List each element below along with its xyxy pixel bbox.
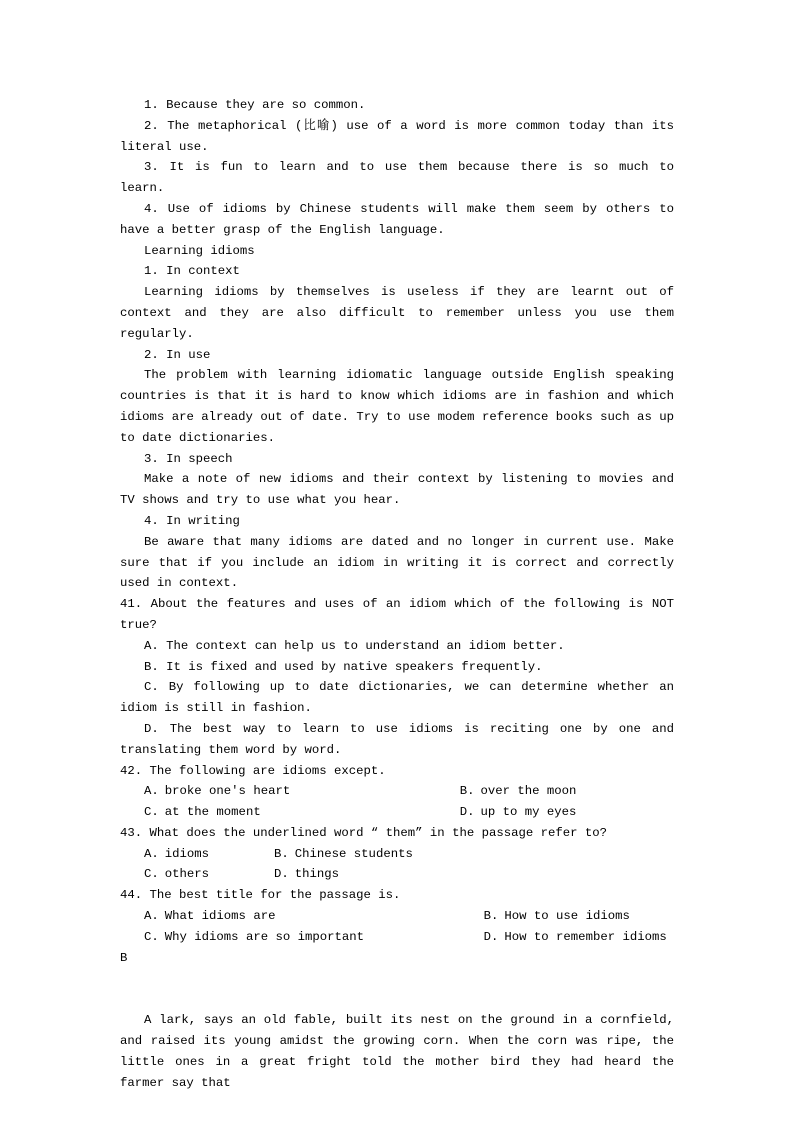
question-43-option-a[interactable] [144,844,274,865]
option-text: What idioms are [164,909,276,924]
question-43-option-c[interactable] [144,864,274,885]
question-41-option-c[interactable]: C. By following up to date dictionaries, we can determine whether an idiom is still in fashion. [120,680,674,716]
option-text: Chinese students [294,846,413,861]
option-label: B. [459,784,475,799]
paragraph-in-use: The problem with learning idiomatic language outside English speaking countries is that it is hard to know which idioms are in fashion and which idioms are already out of date. Try to use modem reference books such as up to date dictionaries. [120,368,674,445]
question-43-option-b[interactable] [274,844,514,865]
question-44-row-1 [120,906,674,927]
option-text: others [164,867,210,882]
question-42-row-1 [120,781,674,802]
section-label-b: B [120,950,128,965]
option-label: A. [144,784,159,799]
option-text: How to remember idioms [504,929,667,944]
question-43-row-2 [120,864,674,885]
option-label: C. [144,805,159,820]
spacer [120,927,144,948]
option-text: idioms [164,846,210,861]
option-label: D. [483,929,499,944]
question-44-option-c[interactable] [144,927,484,948]
option-label: B. [274,846,289,861]
section-gap [120,968,674,1010]
subheading-in-writing: 4. In writing [144,513,240,528]
paragraph-in-speech: Make a note of new idioms and their context by listening to movies and TV shows and try to use what you hear. [120,472,674,508]
spacer [120,781,144,802]
question-41-option-b[interactable]: B. It is fixed and used by native speakers frequently. [144,659,543,674]
option-text: at the moment [164,805,261,820]
question-42-option-b[interactable] [460,781,674,802]
question-43-option-d[interactable] [274,864,514,885]
option-label: A. [144,909,159,924]
question-44-row-2 [120,927,674,948]
passage-paragraph: A lark, says an old fable, built its nest on the ground in a cornfield, and raised its young amidst the growing corn. When the corn was ripe, the little ones in a great fright told the mother bird they had heard the farmer say that [120,1013,674,1090]
question-44-option-b[interactable] [484,906,674,927]
question-42-row-2 [120,802,674,823]
question-41-option-d[interactable]: D. The best way to learn to use idioms is reciting one by one and translating them word by word. [120,721,674,757]
paragraph-3: 3. It is fun to learn and to use them because there is so much to learn. [120,160,674,196]
spacer [120,844,144,865]
spacer [120,802,144,823]
question-44-option-d[interactable] [484,927,674,948]
option-text: things [294,867,340,882]
option-label: C. [144,867,159,882]
option-text: over the moon [480,784,577,799]
document-body [120,95,674,1094]
question-41-option-a[interactable]: A. The context can help us to understand an idiom better. [144,638,565,653]
question-42-option-a[interactable] [144,781,460,802]
option-text: up to my eyes [480,805,577,820]
paragraph-in-context: Learning idioms by themselves is useless if they are learnt out of context and they are also difficult to remember unless you use them regularly. [120,285,674,341]
heading-learning-idioms: Learning idioms [144,243,255,258]
option-text: How to use idioms [504,909,630,924]
paragraph-2: 2. The metaphorical (比喻) use of a word is more common today than its literal use. [120,118,674,154]
option-label: B. [483,909,499,924]
paragraph-4: 4. Use of idioms by Chinese students will make them seem by others to have a better grasp of the English language. [120,201,674,237]
paragraph-in-writing: Be aware that many idioms are dated and no longer in current use. Make sure that if you include an idiom in writing it is correct and correctly used in context. [120,534,674,591]
subheading-in-context: 1. In context [144,264,240,279]
question-42-option-c[interactable] [144,802,460,823]
subheading-in-speech: 3. In speech [144,451,233,466]
question-43-row-1 [120,844,674,865]
option-text: broke one's heart [164,784,291,799]
question-43-stem: 43. What does the underlined word “ them” in the passage refer to? [120,825,608,840]
question-44-stem: 44. The best title for the passage is. [120,888,401,903]
subheading-in-use: 2. In use [144,347,211,362]
spacer [120,906,144,927]
question-42-option-d[interactable] [460,802,674,823]
paragraph-1: 1. Because they are so common. [144,98,366,112]
option-label: A. [144,846,159,861]
option-label: C. [144,929,159,944]
option-text: Why idioms are so important [164,929,365,944]
question-42-stem: 42. The following are idioms except. [120,763,386,778]
option-label: D. [274,867,289,882]
question-44-option-a[interactable] [144,906,484,927]
option-label: D. [459,805,475,820]
question-41-stem: 41. About the features and uses of an idiom which of the following is NOT true? [120,597,674,632]
spacer [120,864,144,885]
